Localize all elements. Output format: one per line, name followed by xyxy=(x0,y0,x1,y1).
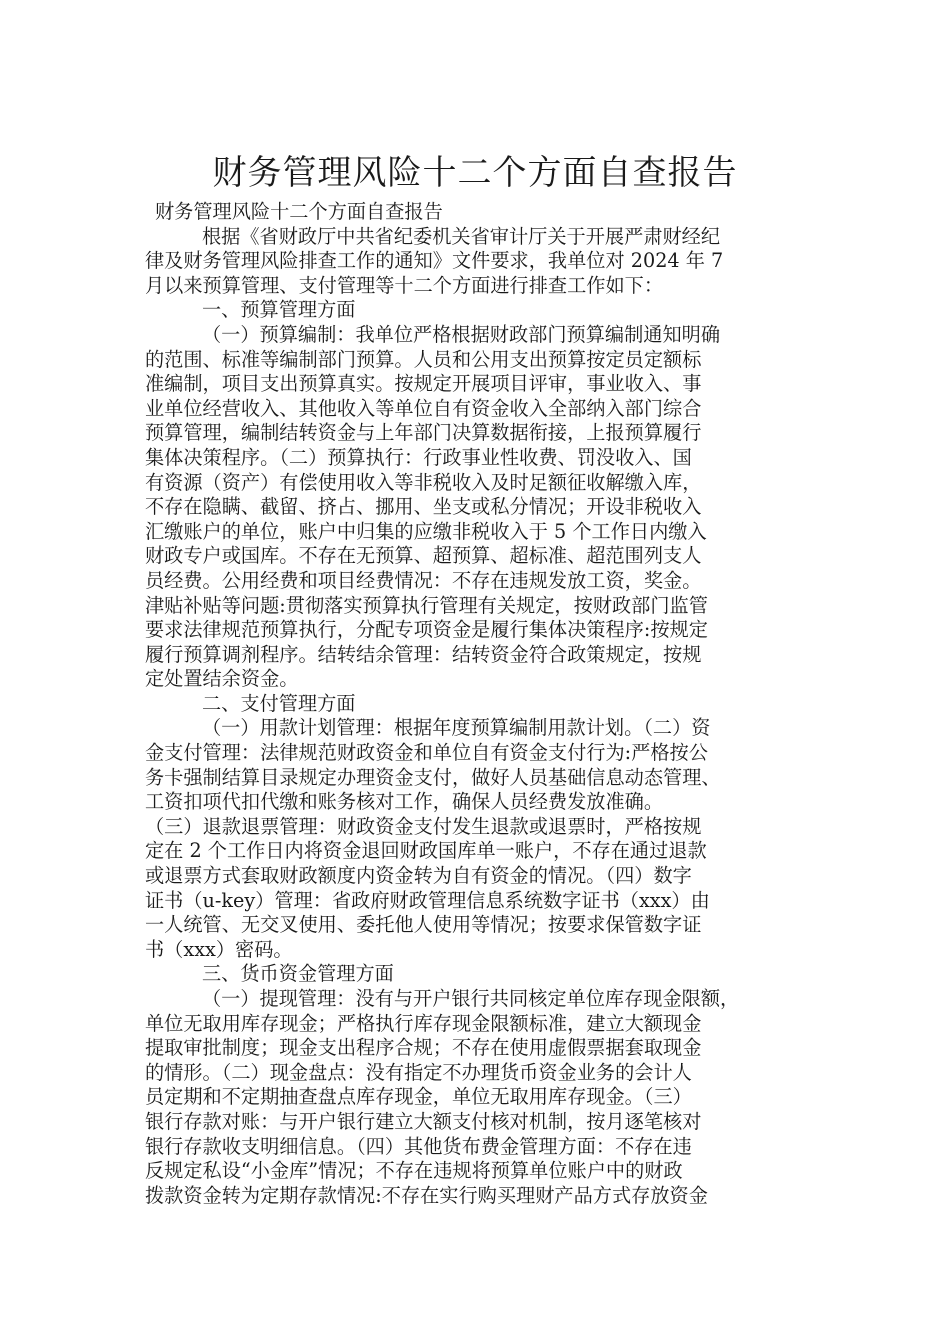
paragraph-line: 的情形。（二）现金盘点：没有指定不办理货币资金业务的会计人 xyxy=(145,1060,692,1084)
paragraph-line: 的范围、标准等编制部门预算。人员和公用支出预算按定员定额标 xyxy=(145,347,702,371)
paragraph-line: 金支付管理：法律规范财政资金和单位自有资金支付行为:严格按公 xyxy=(145,741,708,765)
paragraph-line: 业单位经营收入、其他收入等单位自有资金收入全部纳入部门综合 xyxy=(145,396,702,420)
paragraph-line: 定处置结余资金。 xyxy=(145,667,299,691)
paragraph-line: （三）退款退票管理：财政资金支付发生退款或退票时，严格按规 xyxy=(145,814,702,838)
paragraph-line: 根据《省财政厅中共省纪委机关省审计厅关于开展严肃财经纪 xyxy=(202,224,721,248)
paragraph-line: 预算管理，编制结转资金与上年部门决算数据衔接，上报预算履行 xyxy=(145,421,702,445)
paragraph-line: 拨款资金转为定期存款情况:不存在实行购买理财产品方式存放资金 xyxy=(145,1183,708,1207)
paragraph-line: 定在 2 个工作日内将资金退回财政国库单一账户，不存在通过退款 xyxy=(145,839,707,863)
paragraph-line: 汇缴账户的单位，账户中归集的应缴非税收入于 5 个工作日内缴入 xyxy=(145,519,707,543)
paragraph-line: 提取审批制度；现金支出程序合规；不存在使用虚假票据套取现金 xyxy=(145,1036,702,1060)
paragraph-line: 书（xxx）密码。 xyxy=(145,937,293,961)
section-heading: 二、支付管理方面 xyxy=(202,691,356,715)
paragraph-line: （一）预算编制：我单位严格根据财政部门预算编制通知明确 xyxy=(202,322,721,346)
paragraph-line: 工资扣项代扣代缴和账务核对工作，确保人员经费发放准确。 xyxy=(145,790,664,814)
paragraph-line: 要求法律规范预算执行，分配专项资金是履行集体决策程序:按规定 xyxy=(145,618,708,642)
paragraph-line: 财政专户或国库。不存在无预算、超预算、超标准、超范围列支人 xyxy=(145,544,702,568)
paragraph-line: 银行存款收支明细信息。（四）其他货布费金管理方面：不存在违 xyxy=(145,1134,692,1158)
paragraph-line: 一人统管、无交叉使用、委托他人使用等情况；按要求保管数字证 xyxy=(145,913,702,937)
paragraph-line: 履行预算调剂程序。结转结余管理：结转资金符合政策规定，按规 xyxy=(145,642,702,666)
section-heading: 三、货币资金管理方面 xyxy=(202,962,394,986)
paragraph-line: （一）提现管理：没有与开户银行共同核定单位库存现金限额， xyxy=(202,987,740,1010)
document-title: 财务管理风险十二个方面自查报告 xyxy=(212,152,738,193)
paragraph-line: 不存在隐瞒、截留、挤占、挪用、坐支或私分情况；开设非税收入 xyxy=(145,495,702,519)
paragraph-line: 月以来预算管理、支付管理等十二个方面进行排查工作如下： xyxy=(145,273,664,297)
paragraph-line: 集体决策程序。（二）预算执行：行政事业性收费、罚没收入、国 xyxy=(145,445,692,469)
document-body xyxy=(145,200,835,1208)
paragraph-line: 有资源（资产）有偿使用收入等非税收入及时足额征收解缴入库， xyxy=(145,470,702,494)
paragraph-line: 单位无取用库存现金；严格执行库存现金限额标准，建立大额现金 xyxy=(145,1011,702,1035)
paragraph-line: 准编制，项目支出预算真实。按规定开展项目评审，事业收入、事 xyxy=(145,372,702,396)
paragraph-line: （一）用款计划管理：根据年度预算编制用款计划。（二）资 xyxy=(202,716,711,740)
paragraph-line: 证书（u-key）管理：省政府财政管理信息系统数字证书（xxx）由 xyxy=(145,888,710,912)
paragraph-line: 津贴补贴等问题:贯彻落实预算执行管理有关规定，按财政部门监管 xyxy=(145,593,708,617)
paragraph-line: 员经费。公用经费和项目经费情况：不存在违规发放工资，奖金。 xyxy=(145,568,702,592)
paragraph-line: 务卡强制结算目录规定办理资金支付，做好人员基础信息动态管理、 xyxy=(145,765,721,789)
paragraph-line: 或退票方式套取财政额度内资金转为自有资金的情况。（四）数字 xyxy=(145,864,692,888)
paragraph-line: 员定期和不定期抽查盘点库存现金，单位无取用库存现金。（三） xyxy=(145,1085,692,1109)
paragraph-line: 反规定私设“小金库”情况；不存在违规将预算单位账户中的财政 xyxy=(145,1159,683,1183)
section-heading: 一、预算管理方面 xyxy=(202,298,356,322)
body-subtitle: 财务管理风险十二个方面自查报告 xyxy=(155,200,443,223)
paragraph-line: 律及财务管理风险排查工作的通知》文件要求，我单位对 2024 年 7 xyxy=(145,249,724,273)
paragraph-line: 银行存款对账：与开户银行建立大额支付核对机制，按月逐笔核对 xyxy=(145,1109,702,1133)
